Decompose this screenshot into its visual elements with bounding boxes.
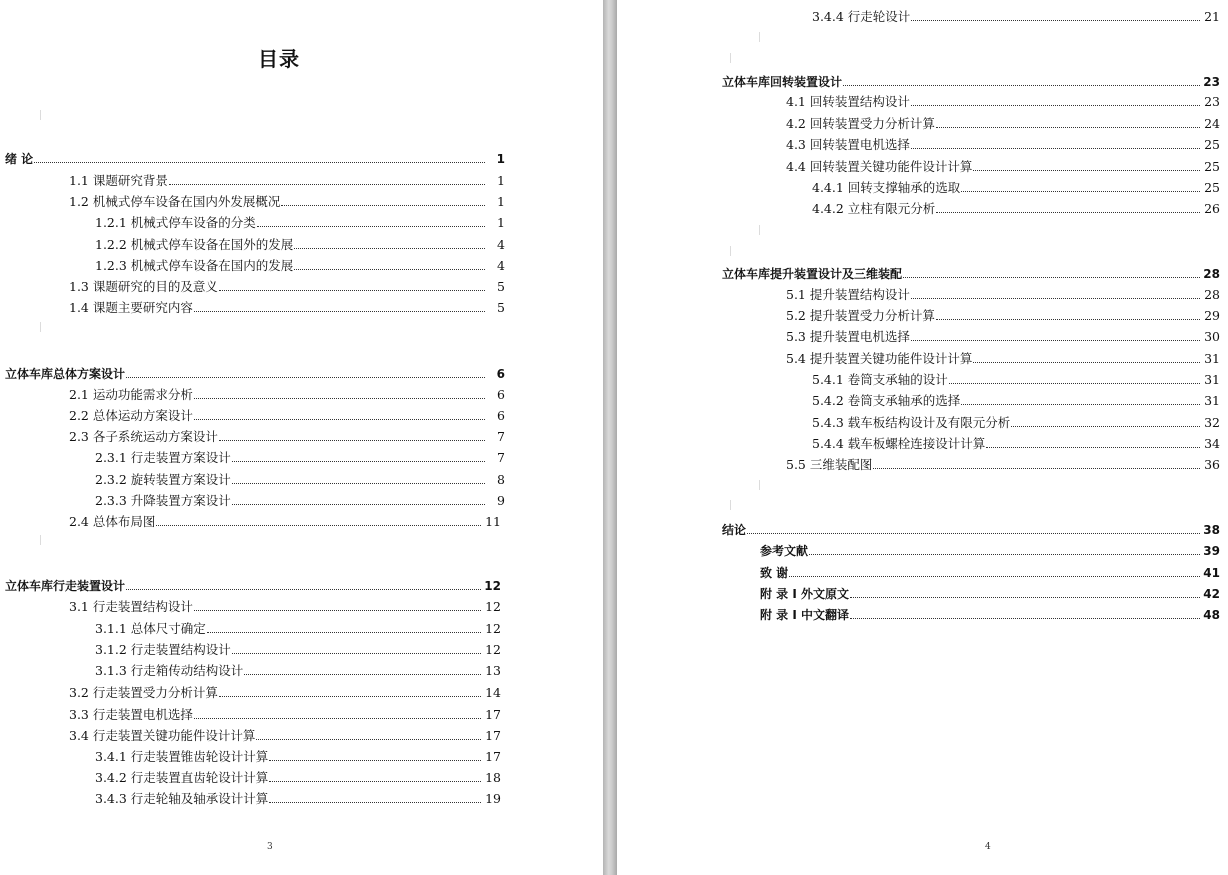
dot-leader <box>219 439 485 441</box>
dot-leader <box>232 652 481 654</box>
toc-entry-page: 17 <box>485 749 501 764</box>
toc-entry[interactable] <box>786 157 1220 175</box>
dot-leader <box>194 717 481 719</box>
toc-entry[interactable] <box>812 391 1220 409</box>
toc-entry[interactable] <box>812 434 1220 452</box>
toc-entry-label: 致 谢 <box>760 566 789 580</box>
toc-entry-label: 3.4.4 行走轮设计 <box>812 9 911 24</box>
toc-entry-page: 7 <box>497 450 505 465</box>
toc-entry-page: 23 <box>1204 94 1220 109</box>
dot-leader <box>850 596 1200 598</box>
dot-leader <box>961 403 1200 405</box>
toc-entry[interactable] <box>786 285 1220 303</box>
toc-entry-label: 4.4.2 立柱有限元分析 <box>812 201 936 216</box>
toc-entry[interactable] <box>95 235 505 253</box>
toc-entry[interactable] <box>812 7 1220 25</box>
toc-entry[interactable] <box>812 178 1220 196</box>
toc-entry-page: 25 <box>1204 180 1220 195</box>
toc-entry-page: 5 <box>497 300 505 315</box>
toc-entry[interactable] <box>812 413 1220 431</box>
toc-entry-label: 2.3.3 升降装置方案设计 <box>95 493 231 508</box>
toc-entry-page: 4 <box>497 237 505 252</box>
dot-leader <box>747 532 1200 534</box>
toc-entry-page: 28 <box>1204 287 1220 302</box>
toc-entry-page: 1 <box>497 194 505 209</box>
toc-entry-label: 5.3 提升装置电机选择 <box>786 329 910 344</box>
toc-entry-label: 附 录 I 中文翻译 <box>760 608 849 622</box>
toc-entry[interactable] <box>812 199 1220 217</box>
dot-leader <box>294 247 485 249</box>
dot-leader <box>949 382 1200 384</box>
toc-entry-page: 7 <box>497 429 505 444</box>
dot-leader <box>843 84 1200 86</box>
dot-leader <box>281 204 485 206</box>
toc-entry-page: 42 <box>1203 587 1220 601</box>
dot-leader <box>936 318 1200 320</box>
dot-leader <box>973 169 1200 171</box>
dot-leader <box>194 418 485 420</box>
toc-entry-page: 4 <box>497 258 505 273</box>
toc-entry-page: 41 <box>1203 566 1220 580</box>
right-page <box>617 0 1228 875</box>
dot-leader <box>269 780 481 782</box>
toc-entry[interactable] <box>69 171 505 189</box>
toc-entry-page: 21 <box>1204 9 1220 24</box>
toc-entry[interactable] <box>95 256 505 274</box>
dot-leader <box>256 738 481 740</box>
toc-entry[interactable] <box>95 448 505 466</box>
toc-entry[interactable] <box>5 149 505 167</box>
dot-leader <box>973 361 1200 363</box>
toc-entry[interactable] <box>786 327 1220 345</box>
toc-title: 目录 <box>258 47 300 71</box>
toc-entry[interactable] <box>95 470 505 488</box>
page-number: 4 <box>985 842 991 852</box>
toc-entry-page: 25 <box>1204 137 1220 152</box>
toc-entry-label: 5.4.1 卷筒支承轴的设计 <box>812 372 948 387</box>
toc-entry-label: 结论 <box>722 523 747 537</box>
dot-leader <box>207 631 481 633</box>
dot-leader <box>936 126 1200 128</box>
dot-leader <box>126 588 481 590</box>
paragraph-mark <box>730 500 731 510</box>
toc-entry-label: 2.3.1 行走装置方案设计 <box>95 450 231 465</box>
toc-entry-label: 1.2.3 机械式停车设备在国内的发展 <box>95 258 294 273</box>
toc-entry[interactable] <box>95 768 501 786</box>
toc-entry-label: 立体车库总体方案设计 <box>5 367 126 381</box>
toc-entry[interactable] <box>722 520 1220 538</box>
toc-entry-page: 8 <box>497 472 505 487</box>
toc-entry-label: 1.1 课题研究背景 <box>69 173 168 188</box>
toc-entry-label: 1.2 机械式停车设备在国内外发展概况 <box>69 194 281 209</box>
toc-entry-page: 1 <box>496 152 505 166</box>
dot-leader <box>850 617 1200 619</box>
paragraph-mark <box>40 322 41 332</box>
toc-entry-page: 38 <box>1203 523 1220 537</box>
toc-entry-page: 14 <box>485 685 501 700</box>
paragraph-mark <box>759 480 760 490</box>
dot-leader <box>873 467 1200 469</box>
toc-entry[interactable] <box>95 640 501 658</box>
dot-leader <box>219 695 481 697</box>
toc-entry[interactable] <box>69 427 505 445</box>
toc-entry[interactable] <box>69 512 501 530</box>
toc-entry-label: 5.1 提升装置结构设计 <box>786 287 910 302</box>
toc-entry-label: 3.1.1 总体尺寸确定 <box>95 621 206 636</box>
toc-entry-label: 5.4.3 载车板结构设计及有限元分析 <box>812 415 1011 430</box>
toc-entry[interactable] <box>760 563 1220 581</box>
toc-entry-page: 30 <box>1204 329 1220 344</box>
toc-entry-label: 1.2.1 机械式停车设备的分类 <box>95 215 256 230</box>
toc-entry-page: 32 <box>1204 415 1220 430</box>
toc-entry[interactable] <box>786 114 1220 132</box>
toc-entry[interactable] <box>69 726 501 744</box>
toc-entry-label: 3.3 行走装置电机选择 <box>69 707 193 722</box>
dot-leader <box>986 446 1200 448</box>
toc-entry-page: 19 <box>485 791 501 806</box>
dot-leader <box>194 310 485 312</box>
toc-entry[interactable] <box>786 92 1220 110</box>
toc-entry[interactable] <box>786 455 1220 473</box>
toc-entry-page: 6 <box>497 387 505 402</box>
toc-entry[interactable] <box>5 364 505 382</box>
toc-entry-page: 12 <box>485 642 501 657</box>
toc-entry[interactable] <box>760 584 1220 602</box>
toc-entry-page: 29 <box>1204 308 1220 323</box>
dot-leader <box>219 289 485 291</box>
dot-leader <box>809 553 1200 555</box>
toc-entry-label: 3.1.3 行走箱传动结构设计 <box>95 663 244 678</box>
toc-entry-label: 3.1.2 行走装置结构设计 <box>95 642 231 657</box>
dot-leader <box>257 225 485 227</box>
dot-leader <box>269 801 481 803</box>
toc-entry-page: 48 <box>1203 608 1220 622</box>
toc-entry-label: 1.4 课题主要研究内容 <box>69 300 193 315</box>
dot-leader <box>156 524 481 526</box>
toc-entry-label: 2.3.2 旋转装置方案设计 <box>95 472 231 487</box>
toc-entry-label: 3.4.2 行走装置直齿轮设计计算 <box>95 770 269 785</box>
toc-entry-label: 3.4.1 行走装置锥齿轮设计计算 <box>95 749 269 764</box>
toc-entry-label: 绪 论 <box>5 152 34 166</box>
dot-leader <box>903 276 1200 278</box>
toc-entry-page: 39 <box>1203 544 1220 558</box>
dot-leader <box>789 575 1200 577</box>
toc-entry-page: 1 <box>497 215 505 230</box>
paragraph-mark <box>759 32 760 42</box>
toc-entry-label: 立体车库提升装置设计及三维装配 <box>722 267 903 281</box>
toc-entry-label: 立体车库回转装置设计 <box>722 75 843 89</box>
toc-entry-label: 4.4.1 回转支撑轴承的选取 <box>812 180 961 195</box>
dot-leader <box>911 19 1200 21</box>
dot-leader <box>911 297 1200 299</box>
toc-entry[interactable] <box>95 789 501 807</box>
dot-leader <box>34 161 485 163</box>
toc-entry-label: 4.4 回转装置关键功能件设计计算 <box>786 159 973 174</box>
toc-entry-page: 11 <box>485 514 501 529</box>
toc-entry[interactable] <box>69 683 501 701</box>
toc-entry-page: 12 <box>485 621 501 636</box>
toc-entry-page: 31 <box>1204 393 1220 408</box>
toc-entry-label: 5.2 提升装置受力分析计算 <box>786 308 935 323</box>
toc-entry[interactable] <box>5 576 501 594</box>
paragraph-mark <box>730 53 731 63</box>
toc-entry[interactable] <box>69 406 505 424</box>
toc-entry[interactable] <box>95 661 501 679</box>
toc-entry-page: 17 <box>485 707 501 722</box>
toc-entry-label: 3.4.3 行走轮轴及轴承设计计算 <box>95 791 269 806</box>
dot-leader <box>232 503 485 505</box>
toc-entry-label: 立体车库行走装置设计 <box>5 579 126 593</box>
toc-entry-page: 24 <box>1204 116 1220 131</box>
toc-entry-label: 1.2.2 机械式停车设备在国外的发展 <box>95 237 294 252</box>
paragraph-mark <box>759 225 760 235</box>
toc-entry[interactable] <box>786 135 1220 153</box>
toc-entry-page: 13 <box>485 663 501 678</box>
toc-entry-label: 5.5 三维装配图 <box>786 457 873 472</box>
toc-entry-page: 17 <box>485 728 501 743</box>
toc-entry-page: 31 <box>1204 372 1220 387</box>
dot-leader <box>194 609 481 611</box>
toc-entry-page: 18 <box>485 770 501 785</box>
toc-entry-label: 5.4.4 载车板螺栓连接设计计算 <box>812 436 986 451</box>
paragraph-mark <box>40 535 41 545</box>
toc-entry-page: 25 <box>1204 159 1220 174</box>
toc-entry-page: 12 <box>484 579 501 593</box>
toc-entry[interactable] <box>69 385 505 403</box>
toc-entry-page: 34 <box>1204 436 1220 451</box>
page-number: 3 <box>267 842 273 852</box>
toc-entry-label: 2.3 各子系统运动方案设计 <box>69 429 218 444</box>
toc-entry[interactable] <box>95 619 501 637</box>
toc-entry-label: 参考文献 <box>760 544 809 558</box>
toc-entry-page: 6 <box>496 367 505 381</box>
toc-entry[interactable] <box>786 306 1220 324</box>
toc-entry-label: 5.4.2 卷筒支承轴承的选择 <box>812 393 961 408</box>
dot-leader <box>961 190 1200 192</box>
dot-leader <box>911 147 1200 149</box>
dot-leader <box>911 339 1200 341</box>
toc-entry-page: 31 <box>1204 351 1220 366</box>
dot-leader <box>126 376 485 378</box>
paragraph-mark <box>730 246 731 256</box>
toc-entry[interactable] <box>95 213 505 231</box>
toc-entry-page: 12 <box>485 599 501 614</box>
toc-entry[interactable] <box>69 192 505 210</box>
dot-leader <box>294 268 485 270</box>
toc-entry-page: 9 <box>497 493 505 508</box>
dot-leader <box>194 397 485 399</box>
toc-entry-label: 3.4 行走装置关键功能件设计计算 <box>69 728 256 743</box>
toc-entry-label: 5.4 提升装置关键功能件设计计算 <box>786 351 973 366</box>
toc-entry-label: 3.1 行走装置结构设计 <box>69 599 193 614</box>
dot-leader <box>169 183 485 185</box>
toc-entry-page: 6 <box>497 408 505 423</box>
toc-entry-label: 2.2 总体运动方案设计 <box>69 408 193 423</box>
dot-leader <box>911 104 1200 106</box>
toc-entry-page: 28 <box>1203 267 1220 281</box>
paragraph-mark <box>40 110 41 120</box>
toc-entry-page: 36 <box>1204 457 1220 472</box>
dot-leader <box>244 673 481 675</box>
toc-entry-label: 2.1 运动功能需求分析 <box>69 387 193 402</box>
toc-entry-page: 1 <box>497 173 505 188</box>
toc-entry-label: 2.4 总体布局图 <box>69 514 156 529</box>
toc-entry-label: 附 录 I 外文原文 <box>760 587 849 601</box>
toc-entry[interactable] <box>69 597 501 615</box>
toc-entry[interactable] <box>760 605 1220 623</box>
toc-entry[interactable] <box>722 264 1220 282</box>
toc-entry-page: 23 <box>1203 75 1220 89</box>
toc-entry-label: 1.3 课题研究的目的及意义 <box>69 279 218 294</box>
dot-leader <box>1011 425 1200 427</box>
dot-leader <box>936 211 1200 213</box>
toc-entry-page: 5 <box>497 279 505 294</box>
toc-entry[interactable] <box>95 747 501 765</box>
toc-entry-label: 4.3 回转装置电机选择 <box>786 137 910 152</box>
toc-entry-page: 26 <box>1204 201 1220 216</box>
toc-entry-label: 4.1 回转装置结构设计 <box>786 94 910 109</box>
toc-entry[interactable] <box>812 370 1220 388</box>
dot-leader <box>269 759 481 761</box>
toc-entry[interactable] <box>786 349 1220 367</box>
toc-entry[interactable] <box>69 277 505 295</box>
toc-entry[interactable] <box>95 491 505 509</box>
toc-entry-label: 3.2 行走装置受力分析计算 <box>69 685 218 700</box>
toc-entry[interactable] <box>722 72 1220 90</box>
toc-entry-label: 4.2 回转装置受力分析计算 <box>786 116 935 131</box>
toc-entry[interactable] <box>760 541 1220 559</box>
dot-leader <box>232 460 485 462</box>
left-page <box>0 0 603 875</box>
page-gutter <box>603 0 617 875</box>
toc-entry[interactable] <box>69 298 505 316</box>
toc-entry[interactable] <box>69 705 501 723</box>
dot-leader <box>232 482 485 484</box>
